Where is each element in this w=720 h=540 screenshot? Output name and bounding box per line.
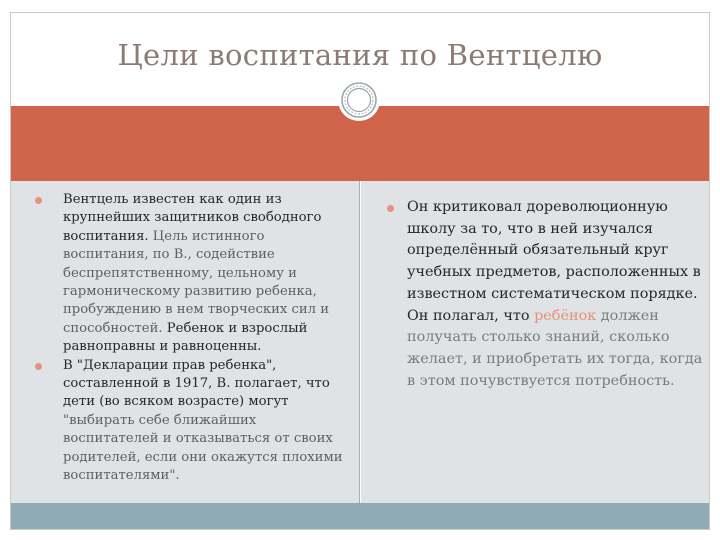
bullet-dot-icon — [35, 197, 42, 204]
item-text-goal: Цель истинного воспитания, по В., содействие беспрепятственному, цельному и гармоническому развитию ребенка, пробуждению в нем творческих сил и способностей. — [63, 228, 330, 336]
right-bullet-list — [385, 197, 705, 392]
list-item — [31, 191, 349, 357]
item-text-child: ребёнок — [529, 307, 597, 324]
bullet-dot-icon — [35, 363, 42, 370]
left-column — [11, 181, 360, 503]
item-text-equality: Ребенок и взрослый равноправны и равноценны. — [63, 320, 308, 355]
item-text-knowledge: должен получать столько знаний, сколько желает, и приобретать их тогда, когда в этом почувствуется потребность. — [407, 307, 703, 389]
slide-title: Цели воспитания по Вентцелю — [117, 38, 603, 72]
list-item — [31, 357, 349, 486]
bullet-dot-icon — [387, 205, 394, 212]
item-text-declaration: В "Декларации прав ребенка", составленной в 1917, В. полагает, что дети (во всяком возрасте) могут — [63, 357, 330, 410]
right-column — [361, 181, 709, 503]
item-text-main: Вентцель известен как один из крупнейших защитников свободного воспитания. — [63, 192, 322, 244]
list-item — [385, 197, 705, 392]
footer-band — [11, 503, 709, 529]
circle-wreath-icon — [337, 78, 381, 122]
item-text-critique: Он критиковал дореволюционную школу за то, что в ней изучался определённый обязательный круг учебных предметов, расположенных в известном систематическом порядке. Он полагал, что — [407, 199, 701, 324]
item-text-quote: "выбирать себе ближайших воспитателей и отказываться от своих родителей, если они окажутся плохими воспитателями". — [63, 412, 343, 484]
left-bullet-list — [31, 191, 349, 486]
